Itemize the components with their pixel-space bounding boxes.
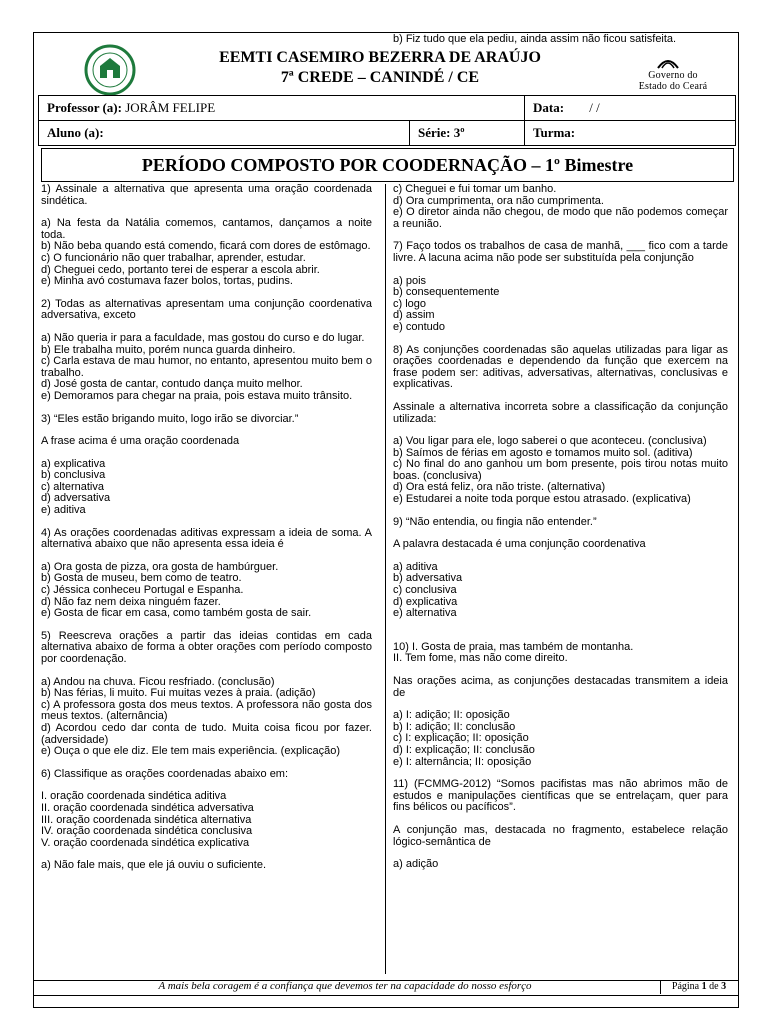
text-line: e) Gosta de ficar em casa, como também gosta de sair. [41, 607, 312, 620]
text-line: e) I: alternância; II: oposição [393, 755, 532, 768]
text-line: 6) Classifique as orações coordenadas abaixo em: [41, 767, 289, 780]
text-line: d) Acordou cedo dar conta de tudo. Muita coisa ficou por fazer. (adversidade) [41, 721, 372, 746]
student-cell[interactable] [39, 121, 410, 146]
date-value: / / [589, 100, 600, 115]
text-line: d) I: explicação; II: conclusão [393, 743, 535, 756]
spacer [41, 403, 372, 414]
page-number [660, 980, 737, 994]
spacer [393, 506, 728, 517]
text-line: b) conclusiva [41, 469, 106, 482]
text-line: b) adversativa [393, 572, 463, 585]
gov-line2: Estado do Ceará [638, 81, 708, 92]
professor-cell [39, 96, 525, 121]
text-line: d) Ora cumprimenta, ora não cumprimenta. [393, 194, 604, 207]
text-line: c) Jéssica conheceu Portugal e Espanha. [41, 584, 244, 597]
grade-label: Série: [418, 125, 451, 140]
text-line: a) Andou na chuva. Ficou resfriado. (conclusão) [41, 675, 275, 688]
text-line: a) Na festa da Natália comemos, cantamos, dançamos a noite toda. [41, 217, 372, 241]
text-line: b) Não beba quando está comendo, ficará com dores de estômago. [41, 240, 371, 253]
text-line: c) alternativa [41, 480, 104, 493]
student-label: Aluno (a): [47, 125, 104, 140]
text-line: 3) “Eles estão brigando muito, logo irão se divorciar.” [41, 412, 299, 425]
professor-label: Professor (a): [47, 100, 122, 115]
text-line: 1) Assinale a alternativa que apresenta uma oração coordenada sindética. [41, 183, 372, 207]
text-line: a) Não fale mais, que ele já ouviu o suficiente. [41, 859, 267, 872]
school-header [160, 48, 600, 88]
text-line: 4) As orações coordenadas aditivas expressam a ideia de soma. A alternativa abaixo que não apresenta essa ideia é [41, 526, 372, 551]
grade-cell [410, 121, 525, 146]
text-line: e) Minha avó costumava fazer bolos, tortas, pudins. [41, 275, 293, 288]
text-line: c) Cheguei e fui tomar um banho. [393, 183, 557, 195]
government-emblem-icon [618, 52, 718, 72]
text-line: c) No final do ano ganhou um bom presente, pois tirou notas muito boas. (conclusiva) [393, 458, 728, 482]
text-line: d) adversativa [41, 492, 111, 505]
text-line: a) I: adição; II: oposição [393, 709, 510, 722]
text-line: a) adição [393, 858, 439, 871]
text-line: a) pois [393, 274, 427, 287]
text-line: e) alternativa [393, 607, 457, 620]
text-line: V. oração coordenada sindética explicativa [41, 836, 250, 849]
text-line: A frase acima é uma oração coordenada [41, 435, 240, 448]
column-divider [385, 184, 386, 974]
text-line: a) Vou ligar para ele, logo saberei o que aconteceu. (conclusiva) [393, 435, 707, 448]
class-cell[interactable] [525, 121, 736, 146]
text-line: b) Saímos de férias em agosto e tomamos muito sol. (aditiva) [393, 446, 693, 459]
text-line: e) Estudarei a noite toda porque estou atrasado. (explicativa) [393, 493, 691, 506]
text-line: A palavra destacada é uma conjunção coordenativa [393, 538, 646, 551]
text-line: 5) Reescreva orações a partir das ideias contidas em cada alternativa abaixo de forma a obter orações com período composto por coordenação. [41, 629, 372, 665]
text-line: c) A professora gosta dos meus textos. A professora não gosta dos meus textos. (alternância) [41, 698, 372, 723]
page-label: Página [671, 981, 700, 992]
text-line: d) Ora está feliz, ora não triste. (alternativa) [393, 481, 606, 494]
text-line: 2) Todas as alternativas apresentam uma conjunção coordenativa adversativa, exceto [41, 297, 372, 322]
spacer [393, 334, 728, 345]
left-column [41, 184, 372, 872]
text-line: e) Ouça o que ele diz. Ele tem mais experiência. (explicação) [41, 745, 340, 758]
text-line: Assinale a alternativa incorreta sobre a classificação da conjunção utilizada: [393, 400, 728, 425]
text-line: c) I: explicação; II: oposição [393, 732, 529, 745]
date-cell[interactable] [525, 96, 736, 121]
text-line: b) consequentemente [393, 286, 500, 299]
text-line: III. oração coordenada sindética alternativa [41, 813, 252, 826]
text-line: c) logo [393, 297, 427, 310]
right-column [393, 184, 728, 871]
text-line: d) José gosta de cantar, contudo dança muito melhor. [41, 378, 303, 391]
text-line: e) contudo [393, 320, 445, 333]
text-line: IV. oração coordenada sindética conclusiva [41, 825, 253, 838]
text-line: b) Ele trabalha muito, porém nunca guarda dinheiro. [41, 343, 296, 356]
crede-line: 7ª CREDE – CANINDÉ / CE [280, 69, 480, 86]
text-line: d) Cheguei cedo, portanto terei de esperar a escola abrir. [41, 263, 320, 276]
worksheet-title: PERÍODO COMPOSTO POR COODERNAÇÃO – 1º Bimestre [41, 148, 734, 182]
grade-value: 3º [453, 125, 465, 140]
text-line: d) Não faz nem deixa ninguém fazer. [41, 595, 221, 608]
text-line: 8) As conjunções coordenadas são aquelas utilizadas para ligar as orações coordenadas e dependendo da função que exercem na frase podem ser: aditivas, adversativas, alternativas, conclusivas e explicativas. [393, 343, 728, 391]
text-line: a) Não queria ir para a faculdade, mas gostou do curso e do lugar. [41, 331, 365, 344]
text-line: II. oração coordenada sindética adversativa [41, 801, 254, 814]
text-line: e) Demoramos para chegar na praia, pois estava muito trânsito. [41, 389, 353, 402]
text-line: d) assim [393, 309, 435, 322]
text-line: e) aditiva [41, 504, 86, 517]
text-line: Nas orações acima, as conjunções destacadas transmitem a ideia de [393, 675, 728, 699]
date-label: Data: [533, 100, 565, 115]
spacer [393, 620, 728, 631]
text-line: 10) I. Gosta de praia, mas também de montanha. [393, 640, 634, 653]
text-line: a) Ora gosta de pizza, ora gosta de hambúrguer. [41, 560, 279, 573]
text-line: II. Tem fome, mas não come direito. [393, 652, 568, 665]
school-name: EEMTI CASEMIRO BEZERRA DE ARAÚJO [219, 49, 541, 66]
page-current: 1 [701, 981, 707, 992]
government-label [628, 70, 718, 92]
school-logo [78, 44, 142, 96]
text-line: c) O funcionário não quer trabalhar, aprender, estudar. [41, 251, 306, 264]
text-line: I. oração coordenada sindética aditiva [41, 790, 227, 803]
gov-line1: Governo do [648, 70, 698, 81]
spacer [41, 666, 372, 677]
page-of: de [709, 981, 719, 992]
spacer [393, 848, 728, 859]
text-line: a) aditiva [393, 560, 438, 573]
spacer [393, 551, 728, 562]
text-line: b) Nas férias, li muito. Fui muitas vezes à praia. (adição) [41, 687, 316, 700]
text-line: A conjunção mas, destacada no fragmento, estabelece relação lógico-semântica de [393, 823, 728, 848]
text-line: c) Carla estava de mau humor, no entanto, apresentou muito bem o trabalho. [41, 355, 372, 379]
class-label: Turma: [533, 125, 576, 140]
footer-quote: A mais bela coragem é a confiança que devemos ter na capacidade do nosso esforço [158, 980, 532, 992]
text-line: 9) “Não entendia, ou fingia não entender.” [393, 515, 597, 528]
page-total: 3 [721, 981, 727, 992]
text-line: b) Gosta de museu, bem como de teatro. [41, 572, 242, 585]
text-line: 7) Faço todos os trabalhos de casa de manhã, ___ fico com a tarde livre. A lacuna acima não pode ser substituída pela conjunção [393, 240, 728, 264]
text-line: 11) (FCMMG-2012) “Somos pacifistas mas não abrimos mão de estudos e manipulações científicas que se entrelaçam, quer para fins bélicos ou pacíficos”. [393, 778, 728, 814]
carry-over-line: b) Fiz tudo que ela pediu, ainda assim não ficou satisfeita. [393, 33, 677, 45]
text-line: c) conclusiva [393, 584, 457, 597]
student-info-table [38, 95, 736, 146]
spacer [41, 517, 372, 528]
text-line: e) O diretor ainda não chegou, de modo que não podemos começar a reunião. [393, 206, 728, 230]
text-line: a) explicativa [41, 457, 106, 470]
text-line: d) explicativa [393, 595, 458, 608]
spacer [393, 265, 728, 276]
text-line: b) I: adição; II: conclusão [393, 720, 516, 733]
professor-name: JORÂM FELIPE [125, 100, 216, 115]
